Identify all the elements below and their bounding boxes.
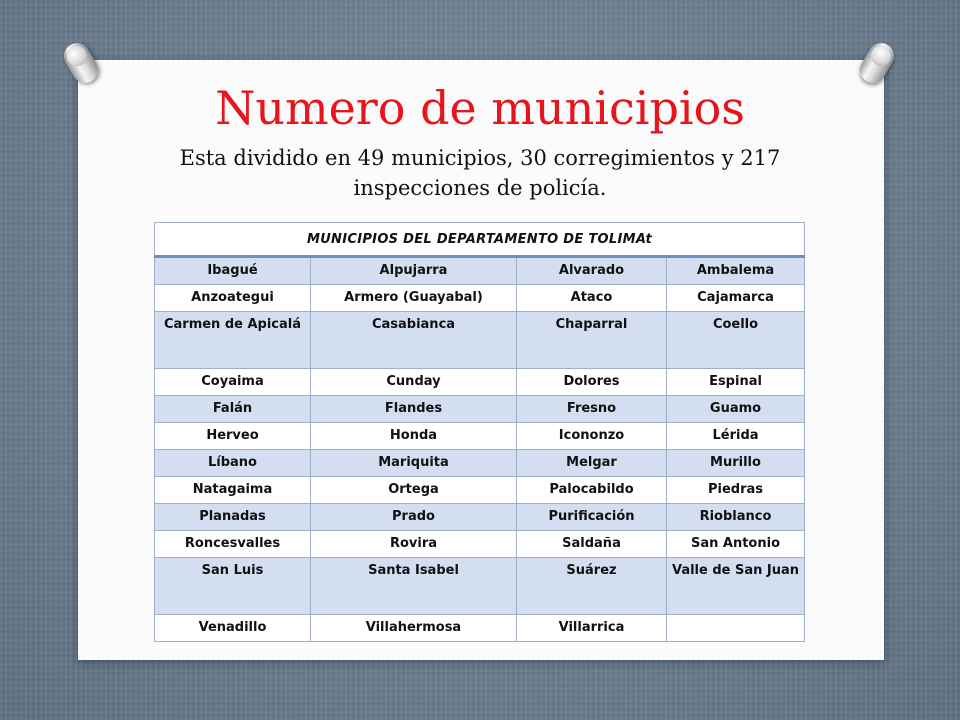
table-cell: Ibagué <box>155 257 311 285</box>
table-cell: Rioblanco <box>667 504 805 531</box>
table-row <box>155 531 805 558</box>
table-cell: San Luis <box>155 558 311 615</box>
municipalities-table <box>154 222 805 642</box>
table-cell: Falán <box>155 396 311 423</box>
table-cell: Armero (Guayabal) <box>311 285 517 312</box>
table-row <box>155 423 805 450</box>
table-cell: Cunday <box>311 369 517 396</box>
table-cell: Carmen de Apicalá <box>155 312 311 369</box>
table-cell: Suárez <box>517 558 667 615</box>
table-cell: Santa Isabel <box>311 558 517 615</box>
table-cell: Honda <box>311 423 517 450</box>
table-cell: Dolores <box>517 369 667 396</box>
table-row <box>155 285 805 312</box>
table-cell: Valle de San Juan <box>667 558 805 615</box>
table-cell: Flandes <box>311 396 517 423</box>
table-cell: Natagaima <box>155 477 311 504</box>
table-cell: Herveo <box>155 423 311 450</box>
table-cell: Venadillo <box>155 615 311 642</box>
table-cell: Ambalema <box>667 257 805 285</box>
table-cell: Prado <box>311 504 517 531</box>
table-cell: Villahermosa <box>311 615 517 642</box>
table-cell: Villarrica <box>517 615 667 642</box>
table-row <box>155 477 805 504</box>
table-cell: Casabianca <box>311 312 517 369</box>
table-cell: Coello <box>667 312 805 369</box>
table-row <box>155 396 805 423</box>
table-row <box>155 615 805 642</box>
table-cell: Roncesvalles <box>155 531 311 558</box>
table-cell: Guamo <box>667 396 805 423</box>
table-cell: Mariquita <box>311 450 517 477</box>
table-cell: Ataco <box>517 285 667 312</box>
table-cell: Fresno <box>517 396 667 423</box>
table-cell: Piedras <box>667 477 805 504</box>
table-cell: Planadas <box>155 504 311 531</box>
table-row <box>155 257 805 285</box>
table-cell: Cajamarca <box>667 285 805 312</box>
table-cell: Líbano <box>155 450 311 477</box>
slide-title: Numero de municipios <box>215 81 745 135</box>
table-cell: Murillo <box>667 450 805 477</box>
table-cell: Espinal <box>667 369 805 396</box>
table-row <box>155 558 805 615</box>
table-cell: Melgar <box>517 450 667 477</box>
table-cell: Purificación <box>517 504 667 531</box>
table-row <box>155 450 805 477</box>
table-cell: Coyaima <box>155 369 311 396</box>
table-header: MUNICIPIOS DEL DEPARTAMENTO DE TOLIMAt <box>155 223 805 257</box>
table-cell: Rovira <box>311 531 517 558</box>
table-cell: Chaparral <box>517 312 667 369</box>
table-cell: Icononzo <box>517 423 667 450</box>
table-cell: Saldaña <box>517 531 667 558</box>
table-cell: Palocabildo <box>517 477 667 504</box>
table-cell: Ortega <box>311 477 517 504</box>
slide-subtitle: Esta dividido en 49 municipios, 30 corregimientos y 217 inspecciones de policía. <box>179 146 781 200</box>
table-cell: Lérida <box>667 423 805 450</box>
table-cell <box>667 615 805 642</box>
table-cell: Anzoategui <box>155 285 311 312</box>
table-row <box>155 312 805 369</box>
table-cell: Alvarado <box>517 257 667 285</box>
table-cell: Alpujarra <box>311 257 517 285</box>
table-row <box>155 504 805 531</box>
table-cell: San Antonio <box>667 531 805 558</box>
table-row <box>155 369 805 396</box>
